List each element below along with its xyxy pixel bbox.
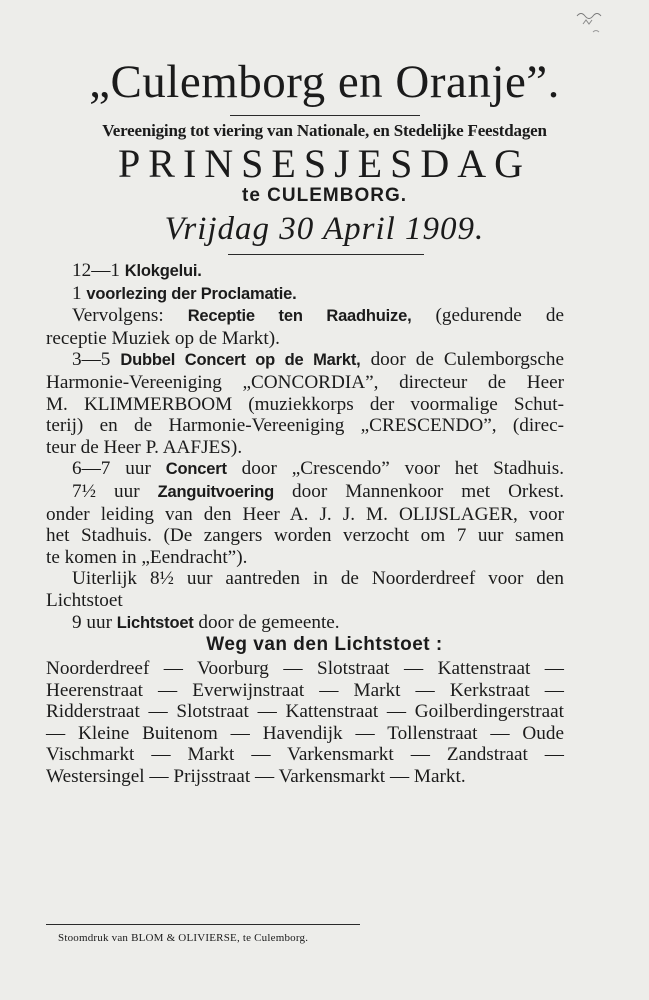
association-subtitle: Vereeniging tot viering van Nationale, en Stedelijke Feestdagen — [102, 121, 547, 140]
poster-title: „Culemborg en Oranje”. — [89, 56, 560, 108]
scribble-icon — [573, 6, 611, 38]
program-item-4-line-1 — [46, 349, 564, 372]
route-line: Vischmarkt — Markt — Varkensmarkt — Zandstraat — — [46, 744, 564, 766]
item-label: Lichtstoet — [116, 613, 194, 632]
item-time: 9 uur — [72, 611, 112, 633]
program-item-6-line-2: onder leiding van den Heer A. J. J. M. OLIJSLAGER, voor — [46, 503, 564, 525]
route-line: — Kleine Buitenom — Havendijk — Tollenstraat — Oude — [46, 722, 564, 744]
route-line: Ridderstraat — Slotstraat — Kattenstraat — Goilberdingerstraat — [46, 701, 564, 723]
item-label: Klokgelui. — [124, 262, 202, 280]
item-text: door de Culemborgsche — [370, 349, 564, 371]
program-item-5 — [46, 458, 564, 481]
item-label: Dubbel Concert op de Markt, — [120, 351, 361, 370]
item-label: voorlezing der Proclamatie. — [86, 284, 297, 303]
program-item-3-line-2: receptie Muziek op de Markt). — [46, 327, 280, 349]
route-line: Heerenstraat — Everwijnstraat — Markt — Kerkstraat — — [46, 679, 564, 701]
item-time: 12—1 — [72, 260, 120, 281]
item-time: 7½ uur — [72, 480, 140, 502]
route-line: Westersingel — Prijsstraat — Varkensmarkt — Markt. — [46, 765, 466, 787]
program-item-6-line-3: het Stadhuis. (De zangers worden verzocht om 7 uur samen — [46, 525, 564, 547]
program-item-4-line-3: M. KLIMMERBOOM (muziekkorps der voormalige Schut- — [46, 393, 564, 415]
item-label: Concert — [165, 460, 227, 479]
program-item-6-line-4: te komen in „Eendracht”). — [46, 546, 248, 568]
date-rule — [228, 254, 424, 255]
item-label: Zanguitvoering — [157, 482, 274, 501]
title-rule — [230, 115, 420, 116]
program-body — [46, 260, 564, 634]
program-item-4-line-4: terij) en de Harmonie-Vereeniging „CRESCENDO”, (direc- — [46, 415, 564, 437]
program-item-7-line-1: Uiterlijk 8½ uur aantreden in de Noorderdreef voor den — [72, 568, 564, 590]
program-item-7-line-2: Lichtstoet — [46, 589, 123, 611]
event-date: Vrijdag 30 April 1909. — [164, 211, 485, 247]
item-text: door „Crescendo” voor het Stadhuis. — [241, 458, 565, 480]
program-item-1 — [46, 260, 564, 283]
printer-credit: Stoomdruk van BLOM & OLIVIERSE, te Culemborg. — [58, 932, 309, 944]
program-item-4-line-2: Harmonie-Vereeniging „CONCORDIA”, directeur de Heer — [46, 371, 564, 393]
item-time: 3—5 — [72, 349, 111, 371]
footer-rule — [46, 924, 360, 925]
route-line: Noorderdreef — Voorburg — Slotstraat — Kattenstraat — — [46, 658, 564, 679]
item-text: door Mannenkoor met Orkest. — [292, 480, 565, 502]
item-label: Receptie ten Raadhuize, — [187, 307, 412, 326]
route-heading: Weg van den Lichtstoet : — [206, 634, 443, 655]
program-item-4-line-5: teur de Heer P. AAFJES). — [46, 436, 243, 458]
program-item-8 — [46, 612, 564, 635]
event-place: te CULEMBORG. — [242, 185, 407, 206]
corner-scribble — [573, 6, 611, 38]
item-text: (gedurende de — [435, 305, 564, 327]
event-name: PRINSESJESDAG — [118, 141, 531, 186]
item-time: 6—7 uur — [72, 458, 151, 480]
item-time: 1 — [72, 282, 82, 304]
program-item-3-line-1 — [46, 305, 564, 328]
item-prefix: Vervolgens: — [72, 305, 164, 327]
program-item-2 — [46, 283, 564, 306]
route-list — [46, 658, 564, 788]
item-text: door de gemeente. — [198, 611, 340, 633]
program-item-6-line-1 — [46, 481, 564, 504]
